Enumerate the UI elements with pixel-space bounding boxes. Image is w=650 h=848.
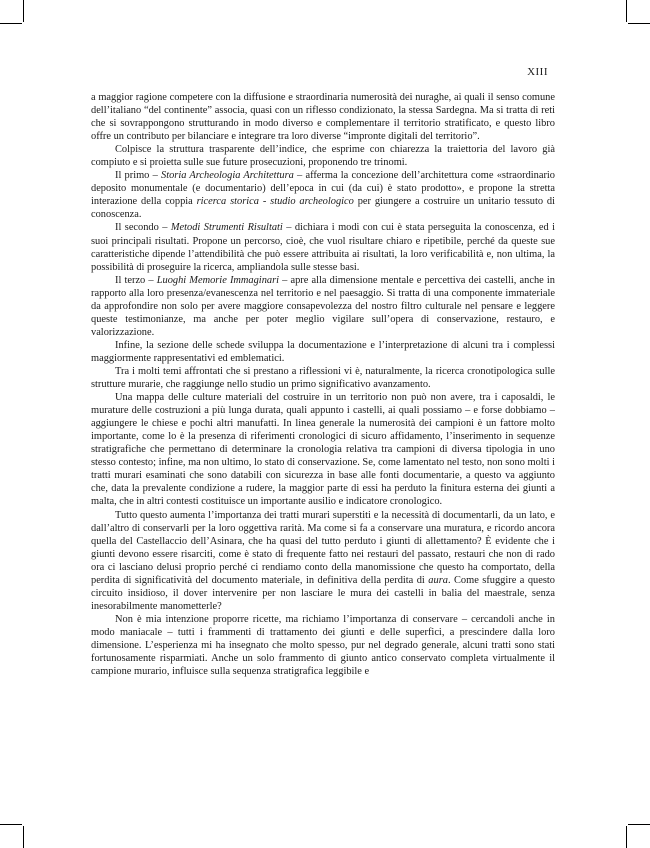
text-run: per giungere a costruire un unitario tessuto di conoscenza. — [91, 196, 555, 221]
crop-mark-top-left — [23, 0, 24, 22]
text-run: Infine, la sezione delle schede sviluppa la documentazione e l’interpretazione di alcuni tra i complessi maggiormente rappresentativi ed emblematici. — [91, 339, 555, 364]
crop-mark-bottom-left — [0, 824, 22, 825]
text-run: – apre alla dimensione mentale e percettiva dei castelli, anche in rapporto alla loro presenza/evanescenza nel territorio e nel paesaggio. Si tratta di una componente immateriale da approfondire non solo per avere maggiore consapevolezza del nostro filtro culturale nel pensare e leggere queste testimonianze, ma anche per poter meglio vigilare sull’opera di conservazione, restauro, e valorizzazione. — [91, 274, 555, 338]
paragraph — [91, 365, 555, 391]
paragraph — [91, 339, 555, 365]
text-run: Tutto questo aumenta l’importanza dei tratti murari superstiti e la necessità di documentarli, da un lato, e dall’altro di conservarli per la loro oggettiva rarità. Ma come si fa a conservare una muratura, e ricordo ancora quella del Castellaccio dell’Asinara, che ha quasi del tutto perduto i giunti di allettamento? È evidente che i giunti devono essere risarciti, come è stato di frequente fatto nei restauri del passato, restauri che non di rado ora ci lasciano delusi proprio perché ci rendiamo conto della manomissione che questo ha comportato, della perdita di significatività del documento materiale, in definitiva della perdita di — [91, 509, 555, 586]
text-run: Colpisce la struttura trasparente dell’indice, che esprime con chiarezza la traiettoria del lavoro già compiuto e si proietta sulle sue future prosecuzioni, proponendo tre trinomi. — [91, 144, 555, 169]
page-number: XIII — [527, 66, 548, 78]
paragraph — [91, 391, 555, 508]
text-run: . Come sfuggire a questo circuito insidioso, il dover intervenire per non lasciare le mura dei castelli in balia del maestrale, senza inesorabilmente manometterle? — [91, 574, 555, 612]
italic-text: Luoghi Memorie Immaginari — [156, 274, 280, 286]
text-run: a maggior ragione competere con la diffusione e straordinaria numerosità dei nuraghe, ai quali il senso comune dell’italiano “del continente” associa, quasi con un riflesso condizionato, la stessa Sardegna. Ma si tratta di reti che si sovrappongono strutturando in modo diverso e complementare il territorio stratificato, e questo libro offre un contributo per bilanciare e integrare tra loro diverse “impronte digitali del territorio”. — [91, 92, 555, 143]
italic-text: ricerca storica - studio archeologico — [196, 196, 354, 208]
text-run: Non è mia intenzione proporre ricette, ma richiamo l’importanza di conservare – cercandoli anche in modo maniacale – tutti i frammenti di trattamento dei giunti e delle superfici, a prescindere dalla loro dimensione. L’esperienza mi ha insegnato che molto spesso, pur nel degrado generale, alcuni tratti sono stati fortunosamente risparmiati. Anche un solo frammento di giunto antico conservato completa virtualmente il campione murario, influisce sulla sequenza stratigrafica leggibile e — [91, 613, 555, 678]
italic-text: Metodi Strumenti Risultati — [170, 222, 283, 234]
paragraph — [91, 91, 555, 143]
crop-mark-top-right — [628, 23, 650, 24]
text-run: Una mappa delle culture materiali del costruire in un territorio non può non avere, tra i caposaldi, le murature delle costruzioni a più lunga durata, quali appunto i castelli, ai quali possiamo – e forse dobbiamo – aggiungere le chiese e pochi altri manufatti. In linea generale la numerosità dei campioni è un fattore molto importante, come lo è la presenza di riferimenti cronologici di sicuro affidamento, l’inserimento in sequenze stratigrafiche che permettano di determinare la cronologia relativa tra campioni di diversa tipologia in uno stesso contesto; infine, ma non ultimo, lo stato di conservazione. Se, come lamentato nel testo, non sono molti i tratti murari esaminati che sono databili con sicurezza in base alle fonti documentarie, a questo va aggiunto che, data la prevalente condizione a rudere, la maggior parte di essi ha perduto la finitura esterna dei giunti a malta, che in altri contesti costituisce un importante ausilio e indicatore cronologico. — [91, 392, 555, 508]
paragraph — [91, 221, 555, 273]
paragraph — [91, 143, 555, 169]
paragraph — [91, 509, 555, 613]
text-run: Il terzo – — [115, 274, 157, 286]
crop-mark-bottom-left — [23, 826, 24, 848]
text-run: Tra i molti temi affrontati che si prestano a riflessioni vi è, naturalmente, la ricerca cronotipologica sulle strutture murarie, che raggiunge nello studio un primo significativo avanzamento. — [91, 365, 555, 391]
text-run: Il primo – — [115, 170, 161, 182]
crop-mark-top-left — [0, 23, 22, 24]
text-run: – dichiara i modi con cui è stata perseguita la conoscenza, ed i suoi principali risultati. Propone un percorso, cioè, che vuol risultare chiaro e ripetibile, perché da queste sue caratteristiche dipende l’attendibilità che può essere attribuita ai risultati, la loro verificabilità e, non ultima, la possibilità di proseguire la ricerca, ampliandola sulle stesse basi. — [91, 222, 556, 273]
body-text — [91, 91, 555, 678]
text-run: Il secondo – — [115, 222, 171, 234]
paragraph — [91, 169, 555, 221]
italic-text: aura — [428, 574, 448, 586]
text-run: – afferma la concezione dell’architettura come «straordinario deposito monumentale (e documentario) dell’epoca in cui (da cui) è stato prodotto», e propone la stretta interazione della coppia — [91, 170, 555, 208]
paragraph — [91, 613, 555, 678]
crop-mark-bottom-right — [628, 824, 650, 825]
italic-text: Storia Archeologia Architettura — [161, 170, 294, 182]
crop-mark-bottom-right — [626, 826, 627, 848]
paragraph — [91, 274, 555, 339]
crop-mark-top-right — [626, 0, 627, 22]
